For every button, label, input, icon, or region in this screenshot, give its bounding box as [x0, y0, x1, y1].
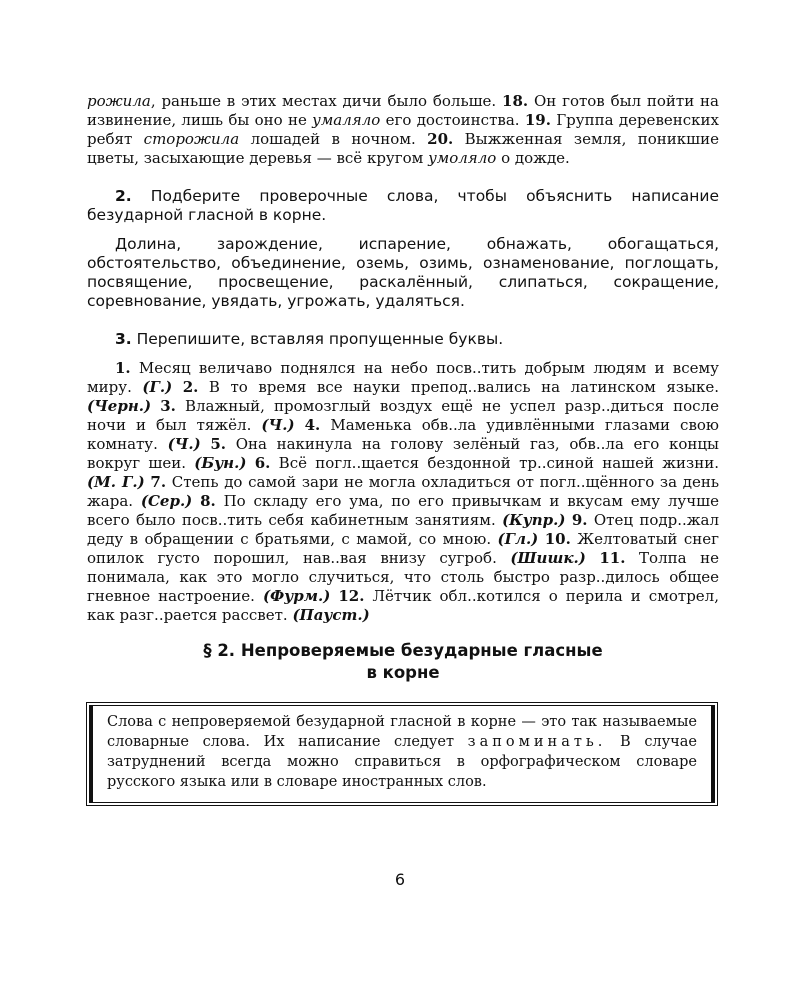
- continuation-run-text: Выжженная земля, поникшие цветы, засыхающие деревья — всё кругом: [87, 130, 719, 167]
- sentence-run-src: (Шишк.): [510, 549, 586, 567]
- sentence-run-text: Толпа не понимала, как это могло случиться, что столь быстро разр..дилось общее гневное настроение.: [87, 549, 719, 605]
- rule-text-spaced: запоминать.: [467, 734, 607, 750]
- rule-box: [86, 702, 718, 806]
- sentence-run-src: (Пауст.): [292, 606, 370, 624]
- sentence-run-text: Маменька обв..ла удивлёнными глазами свою комнату.: [87, 416, 719, 453]
- continuation-run-num: 20.: [427, 130, 454, 148]
- continuation-run-ital: рожила: [87, 92, 151, 110]
- sentence-run-src: (Ч.): [167, 435, 201, 453]
- sentence-run-src: (Сер.): [140, 492, 193, 510]
- continuation-run-ital: сторожила: [143, 130, 240, 148]
- sentence-run-text: Отец подр..жал деду в обращении с братьями, с мамой, со мною.: [87, 511, 720, 548]
- task-2-number: 2.: [115, 187, 132, 205]
- continuation-run-num: 19.: [524, 111, 551, 129]
- continuation-run-text: о дожде.: [496, 149, 570, 167]
- continuation-run-text: Группа деревенских ребят: [87, 111, 719, 148]
- continuation-run-ital: умоляло: [428, 149, 497, 167]
- rule-text-after: В случае затруднений всегда можно справиться в орфографическом словаре русского языка или в словаре иностранных слов.: [107, 734, 697, 790]
- sentence-run-src: (Г.): [142, 378, 173, 396]
- sentence-run-text: Она накинула на голову зелёный газ, обв..ла его концы вокруг шеи.: [87, 435, 719, 472]
- exercise-continuation: [87, 92, 719, 168]
- sentence-run-src: (Купр.): [502, 511, 566, 529]
- continuation-run-num: 18.: [502, 92, 529, 110]
- sentence-run-text: [586, 549, 600, 567]
- sentence-run-num: 2.: [182, 378, 199, 396]
- sentence-run-text: Влажный, промозглый воздух ещё не успел разр..диться после ночи и был тяжёл.: [87, 397, 719, 434]
- continuation-run-text: его достоинства.: [380, 111, 525, 129]
- task-2-text: Подберите проверочные слова, чтобы объяснить написание безударной гласной в корне.: [87, 187, 719, 224]
- continuation-run-text: , раньше в этих местах дичи было больше.: [150, 92, 503, 110]
- sentence-run-num: 5.: [210, 435, 227, 453]
- rule-text: [89, 705, 715, 803]
- task-3-text: Перепишите, вставляя пропущенные буквы.: [131, 330, 504, 348]
- sentence-run-text: В то время все науки препод..вались на латинском языке.: [198, 378, 719, 396]
- task-2-instruction: [87, 187, 719, 225]
- task-3-sentences: [87, 359, 719, 625]
- sentence-run-src: (Фурм.): [262, 587, 331, 605]
- sentence-run-text: Всё погл..щается бездонной тр..синой нашей жизни.: [270, 454, 719, 472]
- section-heading-line-1: § 2. Непроверяемые безударные гласные: [203, 641, 603, 660]
- sentence-run-num: 7.: [150, 473, 167, 491]
- sentence-run-num: 4.: [304, 416, 321, 434]
- continuation-run-text: лошадей в ночном.: [239, 130, 428, 148]
- sentence-run-text: Степь до самой зари не могла охладиться от погл..щённого за день жара.: [87, 473, 719, 510]
- task-3-number: 3.: [115, 330, 132, 348]
- continuation-run-ital: умаляло: [312, 111, 381, 129]
- page-content: [87, 92, 719, 806]
- sentence-run-text: Лётчик обл..котился о перила и смотрел, как разг..рается рассвет.: [87, 587, 719, 624]
- sentence-run-text: [295, 416, 305, 434]
- continuation-run-text: Он готов был пойти на извинение, лишь бы оно не: [87, 92, 719, 129]
- sentence-run-num: 1.: [115, 359, 131, 377]
- section-heading-line-2: в корне: [366, 663, 440, 682]
- sentence-run-num: 9.: [571, 511, 588, 529]
- rule-text-before: Слова с непроверяемой безударной гласной в корне — это так называемые словарные слова. Их написание следует: [107, 714, 697, 750]
- sentence-run-src: (М. Г.): [87, 473, 145, 491]
- sentence-run-num: 6.: [254, 454, 271, 472]
- sentence-run-num: 3.: [160, 397, 176, 415]
- sentence-run-src: (Гл.): [497, 530, 539, 548]
- sentence-run-src: (Черн.): [87, 397, 152, 415]
- sentence-run-text: [192, 492, 200, 510]
- sentence-run-text: Желтоватый снег опилок густо порошил, нав..вая внизу сугроб.: [87, 530, 719, 567]
- task-2-words: Долина, зарождение, испарение, обнажать, обогащаться, обстоятельство, объединение, оземь, озимь, ознаменование, поглощать, посвящение, просвещение, раскалённый, слипаться, сокращение, соревнование, увядать, угрожать, удаляться.: [87, 235, 719, 310]
- task-3-instruction: [87, 330, 719, 349]
- sentence-run-text: [151, 397, 160, 415]
- sentence-run-src: (Бун.): [194, 454, 247, 472]
- sentence-run-text: [201, 435, 211, 453]
- sentence-run-num: 11.: [599, 549, 626, 567]
- sentence-run-num: 10.: [544, 530, 571, 548]
- sentence-run-num: 12.: [338, 587, 365, 605]
- sentence-run-src: (Ч.): [261, 416, 295, 434]
- page-number: 6: [394, 870, 406, 889]
- sentence-run-num: 8.: [200, 492, 216, 510]
- sentence-run-text: По складу его ума, по его привычкам и вкусам ему лучше всего было посв..тить себя кабинетным занятиям.: [87, 492, 719, 529]
- sentence-run-text: Месяц величаво поднялся на небо посв..тить добрым людям и всему миру.: [87, 359, 719, 396]
- sentence-run-text: [246, 454, 254, 472]
- sentence-run-text: [172, 378, 183, 396]
